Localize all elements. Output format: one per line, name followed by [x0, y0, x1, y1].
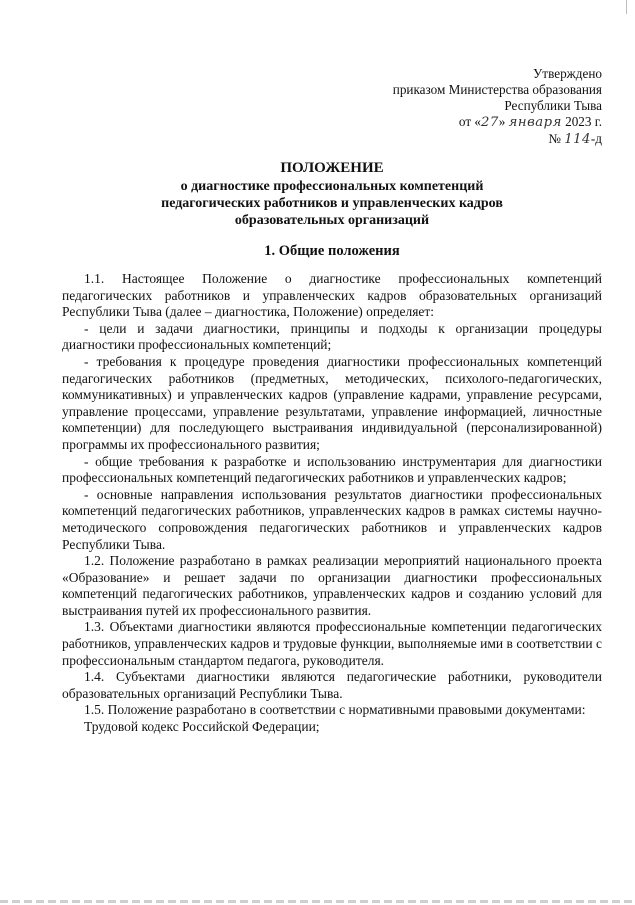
paragraph-1-5: 1.5. Положение разработано в соответствии с нормативными правовыми документами: — [84, 702, 586, 718]
approval-title: Утверждено — [532, 66, 602, 81]
handwritten-number: 114 — [564, 132, 591, 147]
scan-edge-mark — [626, 0, 627, 14]
date-mid: » — [498, 114, 509, 129]
paragraph-1-4: 1.4. Субъектами диагностики являются педагогические работники, руководители образовательных организаций Республики Тыва. — [62, 669, 602, 701]
number-suffix: -д — [590, 131, 602, 146]
paragraph-1-2: 1.2. Положение разработано в рамках реализации мероприятий национального проекта «Образование» и решает задачи по организации диагностики профессиональных компетенций педагогических работников, управленческих кадров и созданию условий для выстраивания путей их профессионального развития. — [62, 553, 602, 618]
paragraph-labor-code: Трудовой кодекс Российской Федерации; — [84, 719, 320, 735]
approval-date — [393, 114, 602, 131]
number-prefix: № — [548, 131, 565, 146]
paragraph-bullet-goals: - цели и задачи диагностики, принципы и подходы к организации процедуры диагностики профессиональных компетенций; — [62, 320, 602, 353]
section-body — [62, 271, 602, 736]
title-main: ПОЛОЖЕНИЕ — [280, 160, 384, 176]
title-subtitle-1: о диагностике профессиональных компетенций — [180, 179, 484, 194]
paragraph-1-1: 1.1. Настоящее Положение о диагностике профессиональных компетенций педагогических работников и управленческих кадров образовательных организаций Республики Тыва (далее – диагностика, Положение) определяет: — [62, 271, 602, 320]
title-subtitle-3: образовательных организаций — [234, 213, 430, 228]
approval-number — [393, 131, 602, 148]
approval-republic: Республики Тыва — [504, 98, 602, 113]
approval-stamp-block — [393, 66, 602, 148]
scan-bottom-edge — [0, 900, 635, 903]
handwritten-month: января — [508, 115, 562, 130]
paragraph-bullet-tools: - общие требования к разработке и использованию инструментария для диагностики профессиональных компетенций педагогических работников и управленческих кадров; — [62, 453, 602, 486]
section-heading: 1. Общие положения — [264, 243, 400, 259]
handwritten-day: 27 — [481, 115, 499, 130]
paragraph-bullet-directions: - основные направления использования результатов диагностики профессиональных компетенций педагогических работников, управленческих кадров в рамках системы научно-методического сопровождения педагогических работников и управленческих кадров Республики Тыва. — [62, 486, 602, 552]
approval-order: приказом Министерства образования — [392, 82, 602, 97]
date-year: 2023 г. — [561, 114, 602, 129]
title-subtitle-2: педагогических работников и управленческих кадров — [161, 196, 503, 211]
paragraph-1-3: 1.3. Объектами диагностики являются профессиональные компетенции педагогических работников, управленческих кадров и трудовые функции, выполняемые ими в соответствии с профессиональным стандартом педагога, руководителя. — [62, 619, 602, 668]
paragraph-bullet-requirements: - требования к процедуре проведения диагностики профессиональных компетенций педагогических работников (предметных, методических, психолого-педагогических, коммуникативных) и управленческих кадров (управление кадрами, управление ресурсами, управление процессами, управление результатами, управление информацией, личностные компетенции) для последующего выстраивания индивидуальной (персонализированной) программы их профессионального развития; — [62, 353, 602, 452]
date-prefix: от « — [458, 114, 481, 129]
document-title — [62, 160, 602, 229]
